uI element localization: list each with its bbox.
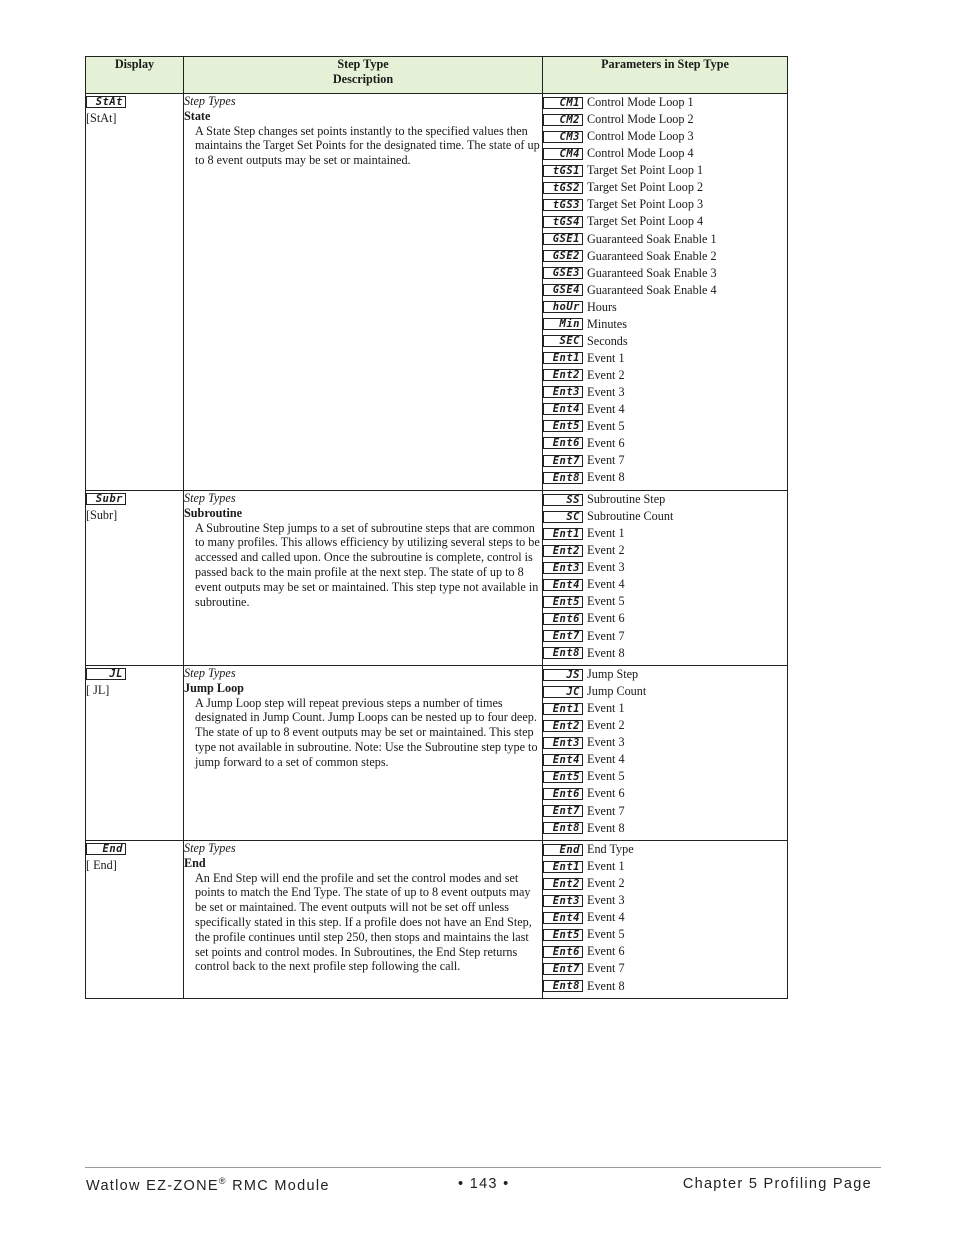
parameters-cell [543, 94, 788, 491]
parameter-lcd: Ent6 [543, 788, 583, 800]
step-type-name: End [184, 855, 206, 870]
parameter-lcd: tGS4 [543, 216, 583, 228]
parameter-lcd: tGS1 [543, 165, 583, 177]
parameter-item [543, 469, 787, 486]
parameter-lcd: Ent3 [543, 386, 583, 398]
parameter-lcd: Ent2 [543, 545, 583, 557]
parameter-lcd: Ent2 [543, 878, 583, 890]
parameter-item [543, 418, 787, 435]
parameter-label: Control Mode Loop 1 [587, 95, 694, 110]
table-row [86, 491, 788, 666]
parameter-item [543, 179, 787, 196]
footer-page-number: • 143 • [458, 1176, 510, 1192]
parameter-lcd: Ent1 [543, 528, 583, 540]
parameter-item [543, 542, 787, 559]
parameter-item [543, 452, 787, 469]
step-type-name: State [184, 108, 211, 123]
parameter-lcd: CM2 [543, 114, 583, 126]
parameter-lcd: CM1 [543, 97, 583, 109]
parameter-item [543, 785, 787, 802]
parameter-item [543, 299, 787, 316]
parameter-label: Event 4 [587, 752, 625, 767]
parameter-label: Event 8 [587, 978, 625, 993]
parameter-label: Event 2 [587, 543, 625, 558]
step-types-label: Step Types [184, 94, 236, 108]
parameter-item [543, 559, 787, 576]
step-description: A State Step changes set points instantly to the specified values then maintains the Target Set Points for the designated time. The state of up to 8 event outputs may be set or maintained. [195, 123, 540, 168]
parameter-label: Target Set Point Loop 2 [587, 180, 704, 195]
parameter-item [543, 751, 787, 768]
header-display: Display [86, 57, 184, 94]
parameter-item [543, 892, 787, 909]
parameter-label: Control Mode Loop 3 [587, 129, 694, 144]
parameter-label: Event 5 [587, 594, 625, 609]
parameter-item [543, 435, 787, 452]
parameter-item [543, 196, 787, 213]
step-description: An End Step will end the profile and set the control modes and set points to match the End Type. The state of up to 8 event outputs may be set or maintained. The event outputs will not be set off unless specifically stated in this step. If a profile does not have an End Step, the profile continues until step 250, then stops and maintains the last set points and control modes. In Subroutines, the End Step returns control back to the next profile step following the call. [195, 870, 532, 974]
parameter-item [543, 717, 787, 734]
parameter-label: Control Mode Loop 2 [587, 112, 694, 127]
parameter-item [543, 247, 787, 264]
parameter-item [543, 491, 787, 508]
step-types-label: Step Types [184, 491, 236, 505]
step-types-label: Step Types [184, 841, 236, 855]
parameters-cell [543, 841, 788, 999]
footer-product [86, 1176, 330, 1194]
parameter-lcd: Ent8 [543, 822, 583, 834]
parameter-item [543, 282, 787, 299]
parameter-item [543, 128, 787, 145]
parameter-label: Event 1 [587, 701, 625, 716]
parameter-lcd: Min [543, 318, 583, 330]
parameter-lcd: Ent7 [543, 805, 583, 817]
parameter-item [543, 145, 787, 162]
step-type-name: Subroutine [184, 505, 243, 520]
parameter-item [543, 768, 787, 785]
parameter-lcd: Ent4 [543, 754, 583, 766]
parameter-label: Event 4 [587, 401, 625, 416]
description-cell [184, 94, 543, 491]
parameter-item [543, 858, 787, 875]
parameter-item [543, 977, 787, 994]
parameter-item [543, 333, 787, 350]
parameter-lcd: Ent7 [543, 630, 583, 642]
parameter-lcd: Ent1 [543, 703, 583, 715]
parameter-item [543, 819, 787, 836]
parameter-item [543, 802, 787, 819]
parameter-lcd: Ent1 [543, 352, 583, 364]
parameter-label: Event 1 [587, 859, 625, 874]
parameter-label: Control Mode Loop 4 [587, 146, 694, 161]
parameter-lcd: GSE2 [543, 250, 583, 262]
parameter-item [543, 111, 787, 128]
step-type-name: Jump Loop [184, 680, 244, 695]
parameter-lcd: Ent5 [543, 929, 583, 941]
lcd-display: StAt [86, 96, 126, 108]
table-row [86, 94, 788, 491]
display-code: [ End] [86, 857, 117, 872]
parameter-label: Event 3 [587, 560, 625, 575]
parameter-item [543, 593, 787, 610]
parameter-lcd: End [543, 844, 583, 856]
parameter-lcd: JC [543, 686, 583, 698]
parameter-lcd: Ent4 [543, 403, 583, 415]
parameter-item [543, 841, 787, 858]
parameter-lcd: Ent5 [543, 420, 583, 432]
parameter-label: Subroutine Count [587, 509, 674, 524]
parameter-lcd: Ent1 [543, 861, 583, 873]
parameter-label: Event 7 [587, 453, 625, 468]
parameter-item [543, 401, 787, 418]
header-description-label: Description [332, 71, 394, 86]
parameter-label: Event 1 [587, 350, 625, 365]
parameter-label: Seconds [587, 333, 628, 348]
parameter-item [543, 525, 787, 542]
parameter-lcd: Ent8 [543, 647, 583, 659]
parameter-lcd: Ent6 [543, 613, 583, 625]
parameter-lcd: Ent2 [543, 369, 583, 381]
parameter-lcd: Ent8 [543, 980, 583, 992]
parameter-label: Event 6 [587, 944, 625, 959]
parameter-lcd: Ent7 [543, 963, 583, 975]
description-cell [184, 491, 543, 666]
parameter-item [543, 960, 787, 977]
parameter-lcd: SS [543, 494, 583, 506]
parameter-label: Guaranteed Soak Enable 3 [587, 265, 717, 280]
parameter-item [543, 384, 787, 401]
footer-product-suffix: RMC Module [226, 1177, 330, 1194]
parameter-label: Event 5 [587, 769, 625, 784]
display-code: [ JL] [86, 682, 110, 697]
display-code: [StAt] [86, 110, 117, 125]
parameter-lcd: Ent4 [543, 912, 583, 924]
table-header-row [86, 57, 788, 94]
step-description: A Jump Loop step will repeat previous steps a number of times designated in Jump Count. Jump Loops can be nested up to four deep. The state of up to 8 event outputs may be set or maintained. This step type not available in subroutine. Note: Use the Subroutine step type to jump forward to a set of common steps. [195, 695, 538, 769]
parameter-lcd: Ent2 [543, 720, 583, 732]
parameter-label: Jump Count [587, 684, 647, 699]
parameter-item [543, 644, 787, 661]
registered-mark: ® [218, 1176, 227, 1186]
parameter-label: Event 2 [587, 718, 625, 733]
parameter-label: End Type [587, 842, 634, 857]
parameter-label: Minutes [587, 316, 627, 331]
parameter-lcd: Ent6 [543, 946, 583, 958]
parameter-label: Event 3 [587, 735, 625, 750]
parameter-lcd: Ent7 [543, 455, 583, 467]
parameter-lcd: GSE4 [543, 284, 583, 296]
display-cell [86, 94, 184, 491]
parameter-item [543, 367, 787, 384]
parameter-lcd: SC [543, 511, 583, 523]
step-type-table [85, 56, 788, 999]
parameter-item [543, 350, 787, 367]
parameter-label: Event 5 [587, 927, 625, 942]
parameter-lcd: Ent4 [543, 579, 583, 591]
parameters-cell [543, 491, 788, 666]
parameter-label: Subroutine Step [587, 492, 666, 507]
parameter-item [543, 576, 787, 593]
parameter-label: Target Set Point Loop 1 [587, 163, 704, 178]
parameter-label: Event 2 [587, 367, 625, 382]
parameter-label: Target Set Point Loop 3 [587, 197, 704, 212]
parameter-item [543, 875, 787, 892]
parameter-item [543, 316, 787, 333]
parameter-lcd: Ent5 [543, 771, 583, 783]
display-cell [86, 491, 184, 666]
parameter-label: Event 6 [587, 436, 625, 451]
parameter-item [543, 264, 787, 281]
parameter-item [543, 683, 787, 700]
parameter-lcd: Ent3 [543, 895, 583, 907]
parameter-item [543, 909, 787, 926]
parameter-lcd: Ent6 [543, 437, 583, 449]
parameter-label: Guaranteed Soak Enable 4 [587, 282, 717, 297]
description-cell [184, 666, 543, 841]
parameter-label: Event 2 [587, 876, 625, 891]
header-parameters: Parameters in Step Type [543, 57, 788, 94]
parameter-item [543, 943, 787, 960]
parameter-lcd: Ent5 [543, 596, 583, 608]
parameter-item [543, 666, 787, 683]
parameter-lcd: JS [543, 669, 583, 681]
parameter-item [543, 734, 787, 751]
parameter-item [543, 94, 787, 111]
parameter-label: Event 5 [587, 419, 625, 434]
parameter-lcd: GSE3 [543, 267, 583, 279]
parameter-item [543, 213, 787, 230]
parameter-label: Jump Step [587, 667, 639, 682]
parameter-lcd: Ent8 [543, 472, 583, 484]
parameter-lcd: Ent3 [543, 562, 583, 574]
parameter-label: Event 3 [587, 384, 625, 399]
parameter-label: Event 7 [587, 803, 625, 818]
parameter-label: Event 6 [587, 611, 625, 626]
parameter-label: Event 8 [587, 645, 625, 660]
parameter-item [543, 610, 787, 627]
display-cell [86, 666, 184, 841]
parameters-cell [543, 666, 788, 841]
parameter-lcd: CM3 [543, 131, 583, 143]
parameter-label: Event 6 [587, 786, 625, 801]
parameter-lcd: hoUr [543, 301, 583, 313]
parameter-item [543, 700, 787, 717]
footer-brand: Watlow EZ-ZONE [86, 1177, 219, 1194]
parameter-lcd: tGS2 [543, 182, 583, 194]
display-cell [86, 841, 184, 999]
parameter-label: Event 8 [587, 820, 625, 835]
parameter-lcd: SEC [543, 335, 583, 347]
parameter-label: Event 4 [587, 577, 625, 592]
parameter-lcd: tGS3 [543, 199, 583, 211]
parameter-label: Event 4 [587, 910, 625, 925]
parameter-item [543, 230, 787, 247]
lcd-display: End [86, 843, 126, 855]
parameter-lcd: CM4 [543, 148, 583, 160]
header-step-type-label: Step Type [337, 57, 389, 71]
parameter-label: Event 8 [587, 470, 625, 485]
footer-divider [85, 1167, 881, 1168]
parameter-label: Guaranteed Soak Enable 1 [587, 231, 717, 246]
parameter-label: Event 1 [587, 526, 625, 541]
parameter-item [543, 627, 787, 644]
step-types-label: Step Types [184, 666, 236, 680]
parameter-label: Event 3 [587, 893, 625, 908]
parameter-lcd: Ent3 [543, 737, 583, 749]
lcd-display: JL [86, 668, 126, 680]
parameter-label: Guaranteed Soak Enable 2 [587, 248, 717, 263]
parameter-label: Target Set Point Loop 4 [587, 214, 704, 229]
parameter-item [543, 508, 787, 525]
parameter-item [543, 926, 787, 943]
display-code: [Subr] [86, 507, 118, 522]
parameter-label: Event 7 [587, 961, 625, 976]
table-row [86, 666, 788, 841]
footer-chapter: Chapter 5 Profiling Page [682, 1176, 872, 1192]
parameter-label: Hours [587, 299, 617, 314]
table-row [86, 841, 788, 999]
lcd-display: Subr [86, 493, 126, 505]
step-description: A Subroutine Step jumps to a set of subroutine steps that are common to many profiles. This allows efficiency by utilizing several steps to be accessed and called upon. Once the subroutine is complete, control is passed back to the main profile at the next step. The state of up to 8 event outputs may be set or maintained. This step type not available in subroutine. [195, 520, 540, 609]
parameter-label: Event 7 [587, 628, 625, 643]
header-step-type [184, 57, 543, 94]
description-cell [184, 841, 543, 999]
parameter-item [543, 162, 787, 179]
parameter-lcd: GSE1 [543, 233, 583, 245]
